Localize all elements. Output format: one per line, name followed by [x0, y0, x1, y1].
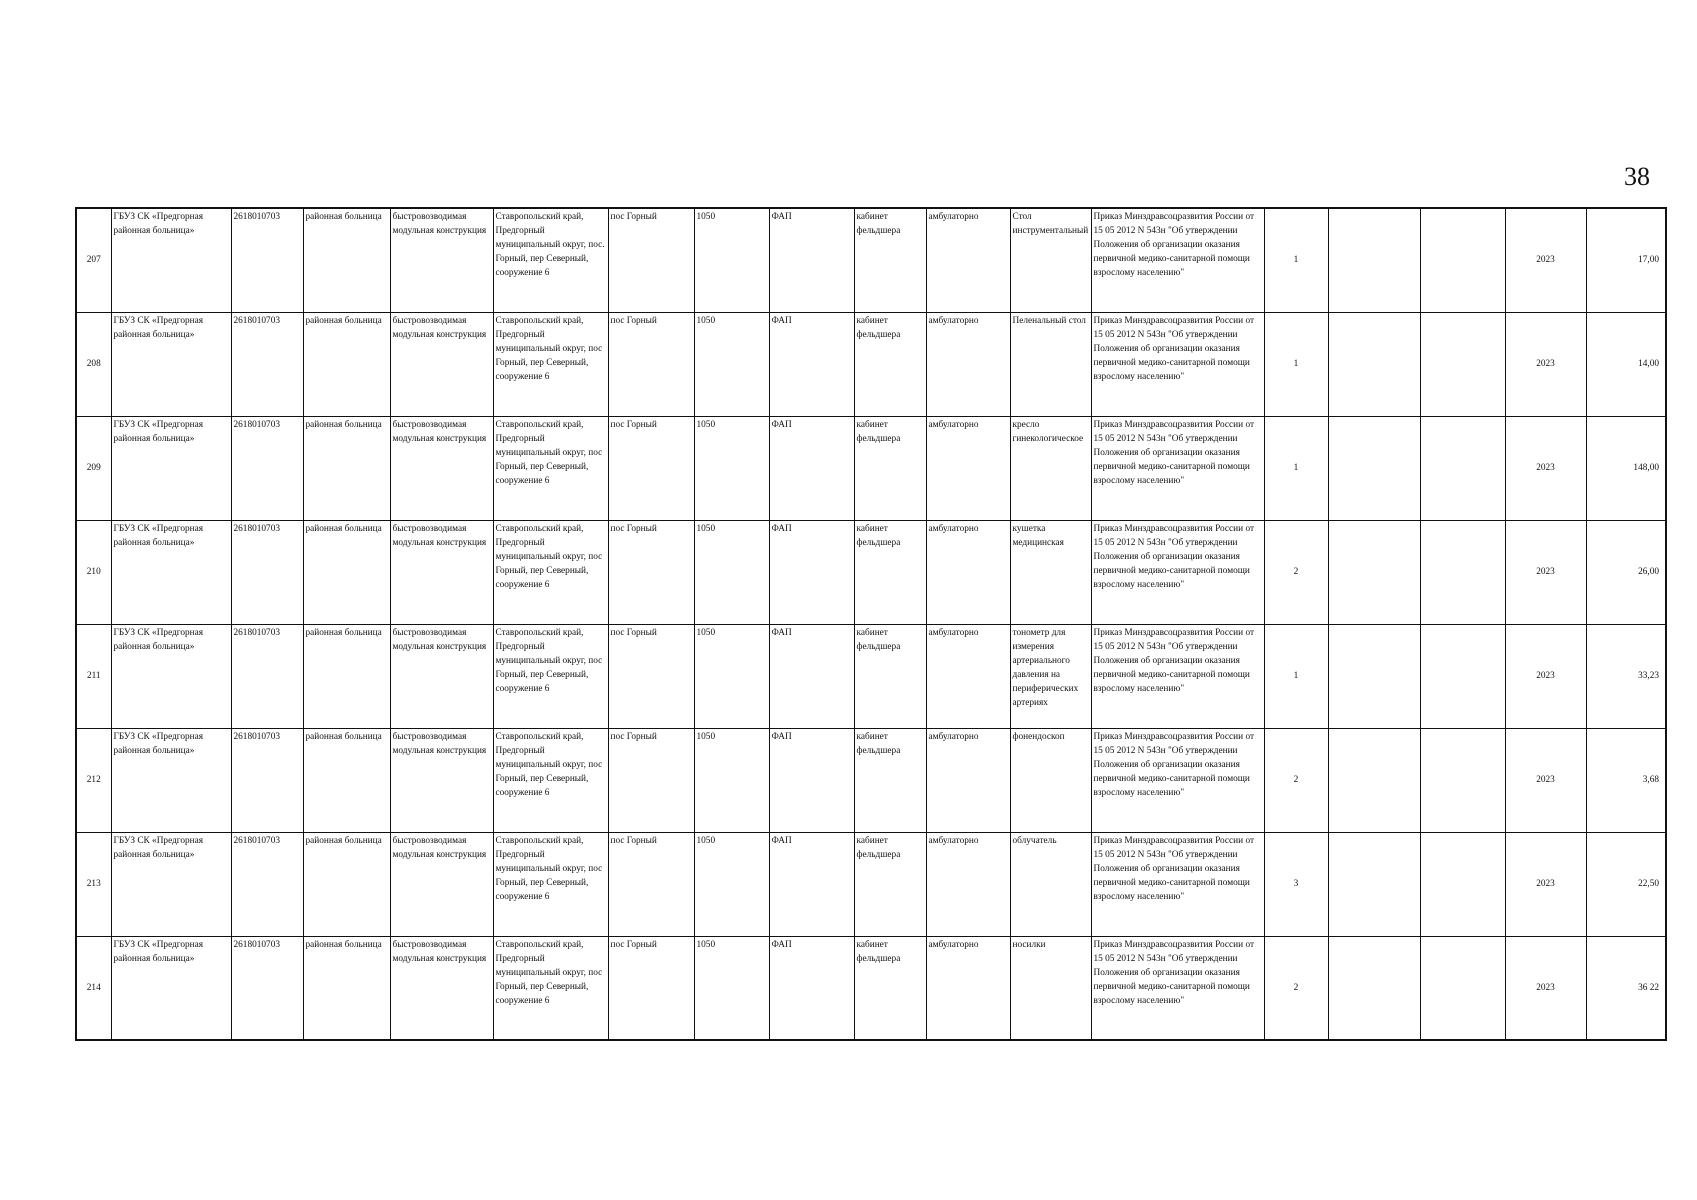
- cell-quantity: 1: [1264, 416, 1328, 520]
- cell-empty: [1328, 624, 1420, 728]
- cell-room: кабинет фельдшера: [854, 416, 926, 520]
- cell-code: 2618010703: [231, 936, 303, 1040]
- cell-year-built: 1050: [694, 624, 769, 728]
- cell-empty: [1420, 832, 1505, 936]
- table-row: [76, 312, 1666, 416]
- cell-empty: [1328, 520, 1420, 624]
- table-row: [76, 520, 1666, 624]
- cell-locality: пос Горный: [608, 624, 694, 728]
- cell-room: кабинет фельдшера: [854, 728, 926, 832]
- cell-empty: [1328, 416, 1420, 520]
- cell-cost: 36 22: [1586, 936, 1666, 1040]
- cell-org-type: районная больница: [303, 416, 390, 520]
- equipment-table: [75, 207, 1667, 1041]
- cell-code: 2618010703: [231, 208, 303, 312]
- cell-organization: ГБУЗ СК «Предгорная районная больница»: [111, 624, 231, 728]
- cell-building: быстровозводимая модульная конструкция: [390, 312, 493, 416]
- table-row: [76, 416, 1666, 520]
- cell-row-number: 208: [76, 312, 111, 416]
- cell-building: быстровозводимая модульная конструкция: [390, 520, 493, 624]
- table-body: [76, 208, 1666, 1040]
- cell-organization: ГБУЗ СК «Предгорная районная больница»: [111, 520, 231, 624]
- cell-address: Ставропольский край, Предгорный муниципальный округ, пос Горный, пер Северный, сооружение 6: [493, 520, 608, 624]
- cell-empty: [1420, 312, 1505, 416]
- cell-year: 2023: [1505, 520, 1586, 624]
- cell-equipment: облучатель: [1010, 832, 1091, 936]
- cell-year: 2023: [1505, 624, 1586, 728]
- cell-empty: [1328, 832, 1420, 936]
- cell-empty: [1328, 208, 1420, 312]
- cell-unit: ФАП: [769, 520, 854, 624]
- cell-org-type: районная больница: [303, 832, 390, 936]
- cell-year-built: 1050: [694, 208, 769, 312]
- table-row: [76, 624, 1666, 728]
- table-row: [76, 208, 1666, 312]
- cell-locality: пос Горный: [608, 208, 694, 312]
- cell-care-type: амбулаторно: [926, 624, 1010, 728]
- cell-cost: 17,00: [1586, 208, 1666, 312]
- cell-unit: ФАП: [769, 624, 854, 728]
- cell-empty: [1420, 416, 1505, 520]
- cell-org-type: районная больница: [303, 520, 390, 624]
- cell-room: кабинет фельдшера: [854, 208, 926, 312]
- cell-order: Приказ Минздравсоцразвития России от 15 05 2012 N 543н "Об утверждении Положения об организации оказания первичной медико-санитарной помощи взрослому населению": [1091, 520, 1264, 624]
- cell-equipment: Пеленальный стол: [1010, 312, 1091, 416]
- cell-year-built: 1050: [694, 832, 769, 936]
- cell-empty: [1328, 936, 1420, 1040]
- cell-organization: ГБУЗ СК «Предгорная районная больница»: [111, 312, 231, 416]
- cell-address: Ставропольский край, Предгорный муниципальный округ, пос Горный, пер Северный, сооружение 6: [493, 312, 608, 416]
- table-row: [76, 832, 1666, 936]
- cell-address: Ставропольский край, Предгорный муниципальный округ, пос Горный, пер Северный, сооружение 6: [493, 728, 608, 832]
- cell-quantity: 2: [1264, 728, 1328, 832]
- cell-quantity: 1: [1264, 624, 1328, 728]
- cell-locality: пос Горный: [608, 312, 694, 416]
- cell-unit: ФАП: [769, 832, 854, 936]
- cell-row-number: 211: [76, 624, 111, 728]
- cell-year-built: 1050: [694, 312, 769, 416]
- cell-empty: [1328, 728, 1420, 832]
- cell-unit: ФАП: [769, 416, 854, 520]
- cell-organization: ГБУЗ СК «Предгорная районная больница»: [111, 416, 231, 520]
- cell-empty: [1420, 624, 1505, 728]
- cell-order: Приказ Минздравсоцразвития России от 15 05 2012 N 543н "Об утверждении Положения об организации оказания первичной медико-санитарной помощи взрослому населению": [1091, 936, 1264, 1040]
- cell-year: 2023: [1505, 208, 1586, 312]
- cell-building: быстровозводимая модульная конструкция: [390, 624, 493, 728]
- cell-locality: пос Горный: [608, 728, 694, 832]
- cell-row-number: 213: [76, 832, 111, 936]
- cell-quantity: 2: [1264, 936, 1328, 1040]
- cell-building: быстровозводимая модульная конструкция: [390, 936, 493, 1040]
- cell-empty: [1420, 936, 1505, 1040]
- cell-address: Ставропольский край, Предгорный муниципальный округ, пос Горный, пер Северный, сооружение 6: [493, 936, 608, 1040]
- cell-address: Ставропольский край, Предгорный муниципальный округ, пос Горный, пер Северный, сооружение 6: [493, 416, 608, 520]
- cell-room: кабинет фельдшера: [854, 936, 926, 1040]
- cell-equipment: фонендоскоп: [1010, 728, 1091, 832]
- cell-order: Приказ Минздравсоцразвития России от 15 05 2012 N 543н "Об утверждении Положения об организации оказания первичной медико-санитарной помощи взрослому населению": [1091, 728, 1264, 832]
- cell-empty: [1420, 520, 1505, 624]
- cell-building: быстровозводимая модульная конструкция: [390, 728, 493, 832]
- cell-code: 2618010703: [231, 624, 303, 728]
- cell-equipment: тонометр для измерения артериального давления на периферических артериях: [1010, 624, 1091, 728]
- cell-code: 2618010703: [231, 416, 303, 520]
- cell-locality: пос Горный: [608, 832, 694, 936]
- cell-care-type: амбулаторно: [926, 520, 1010, 624]
- cell-address: Ставропольский край, Предгорный муниципальный округ, пос Горный, пер Северный, сооружение 6: [493, 624, 608, 728]
- cell-year: 2023: [1505, 936, 1586, 1040]
- cell-cost: 26,00: [1586, 520, 1666, 624]
- cell-locality: пос Горный: [608, 416, 694, 520]
- cell-row-number: 209: [76, 416, 111, 520]
- cell-unit: ФАП: [769, 936, 854, 1040]
- cell-order: Приказ Минздравсоцразвития России от 15 05 2012 N 543н "Об утверждении Положения об организации оказания первичной медико-санитарной помощи взрослому населению": [1091, 624, 1264, 728]
- page-number: 38: [1624, 162, 1650, 191]
- cell-unit: ФАП: [769, 312, 854, 416]
- cell-code: 2618010703: [231, 312, 303, 416]
- cell-care-type: амбулаторно: [926, 832, 1010, 936]
- cell-organization: ГБУЗ СК «Предгорная районная больница»: [111, 208, 231, 312]
- cell-address: Ставропольский край, Предгорный муниципальный округ, пос Горный, пер Северный, сооружение 6: [493, 832, 608, 936]
- cell-unit: ФАП: [769, 728, 854, 832]
- cell-room: кабинет фельдшера: [854, 624, 926, 728]
- table-row: [76, 936, 1666, 1040]
- cell-year: 2023: [1505, 416, 1586, 520]
- cell-order: Приказ Минздравсоцразвития России от 15 05 2012 N 543н "Об утверждении Положения об организации оказания первичной медико-санитарной помощи взрослому населению": [1091, 832, 1264, 936]
- cell-cost: 33,23: [1586, 624, 1666, 728]
- cell-year-built: 1050: [694, 416, 769, 520]
- cell-empty: [1420, 208, 1505, 312]
- cell-empty: [1328, 312, 1420, 416]
- cell-org-type: районная больница: [303, 936, 390, 1040]
- cell-order: Приказ Минздравсоцразвития России от 15 05 2012 N 543н "Об утверждении Положения об организации оказания первичной медико-санитарной помощи взрослому населению": [1091, 312, 1264, 416]
- cell-equipment: Стол инструментальный: [1010, 208, 1091, 312]
- cell-care-type: амбулаторно: [926, 936, 1010, 1040]
- cell-row-number: 214: [76, 936, 111, 1040]
- cell-room: кабинет фельдшера: [854, 312, 926, 416]
- cell-care-type: амбулаторно: [926, 416, 1010, 520]
- cell-empty: [1420, 728, 1505, 832]
- cell-year-built: 1050: [694, 936, 769, 1040]
- cell-row-number: 210: [76, 520, 111, 624]
- cell-quantity: 2: [1264, 520, 1328, 624]
- cell-unit: ФАП: [769, 208, 854, 312]
- cell-equipment: кресло гинекологическое: [1010, 416, 1091, 520]
- cell-code: 2618010703: [231, 520, 303, 624]
- cell-year-built: 1050: [694, 728, 769, 832]
- cell-org-type: районная больница: [303, 312, 390, 416]
- cell-code: 2618010703: [231, 728, 303, 832]
- cell-org-type: районная больница: [303, 624, 390, 728]
- cell-row-number: 212: [76, 728, 111, 832]
- cell-address: Ставропольский край, Предгорный муниципальный округ, пос. Горный, пер Северный, сооружение 6: [493, 208, 608, 312]
- cell-cost: 148,00: [1586, 416, 1666, 520]
- cell-locality: пос Горный: [608, 936, 694, 1040]
- cell-org-type: районная больница: [303, 208, 390, 312]
- cell-year-built: 1050: [694, 520, 769, 624]
- cell-order: Приказ Минздравсоцразвития России от 15 05 2012 N 543н "Об утверждении Положения об организации оказания первичной медико-санитарной помощи взрослому населению": [1091, 416, 1264, 520]
- cell-row-number: 207: [76, 208, 111, 312]
- cell-organization: ГБУЗ СК «Предгорная районная больница»: [111, 936, 231, 1040]
- cell-building: быстровозводимая модульная конструкция: [390, 416, 493, 520]
- cell-care-type: амбулаторно: [926, 208, 1010, 312]
- table-row: [76, 728, 1666, 832]
- cell-building: быстровозводимая модульная конструкция: [390, 208, 493, 312]
- cell-order: Приказ Минздравсоцразвития России от 15 05 2012 N 543н "Об утверждении Положения об организации оказания первичной медико-санитарной помощи взрослому населению": [1091, 208, 1264, 312]
- cell-cost: 22,50: [1586, 832, 1666, 936]
- cell-code: 2618010703: [231, 832, 303, 936]
- cell-equipment: кушетка медицинская: [1010, 520, 1091, 624]
- cell-room: кабинет фельдшера: [854, 832, 926, 936]
- cell-building: быстровозводимая модульная конструкция: [390, 832, 493, 936]
- cell-quantity: 1: [1264, 208, 1328, 312]
- cell-year: 2023: [1505, 312, 1586, 416]
- cell-year: 2023: [1505, 832, 1586, 936]
- cell-organization: ГБУЗ СК «Предгорная районная больница»: [111, 832, 231, 936]
- cell-cost: 14,00: [1586, 312, 1666, 416]
- cell-org-type: районная больница: [303, 728, 390, 832]
- cell-organization: ГБУЗ СК «Предгорная районная больница»: [111, 728, 231, 832]
- cell-care-type: амбулаторно: [926, 312, 1010, 416]
- cell-equipment: носилки: [1010, 936, 1091, 1040]
- cell-year: 2023: [1505, 728, 1586, 832]
- cell-quantity: 1: [1264, 312, 1328, 416]
- cell-room: кабинет фельдшера: [854, 520, 926, 624]
- cell-quantity: 3: [1264, 832, 1328, 936]
- cell-care-type: амбулаторно: [926, 728, 1010, 832]
- cell-cost: 3,68: [1586, 728, 1666, 832]
- cell-locality: пос Горный: [608, 520, 694, 624]
